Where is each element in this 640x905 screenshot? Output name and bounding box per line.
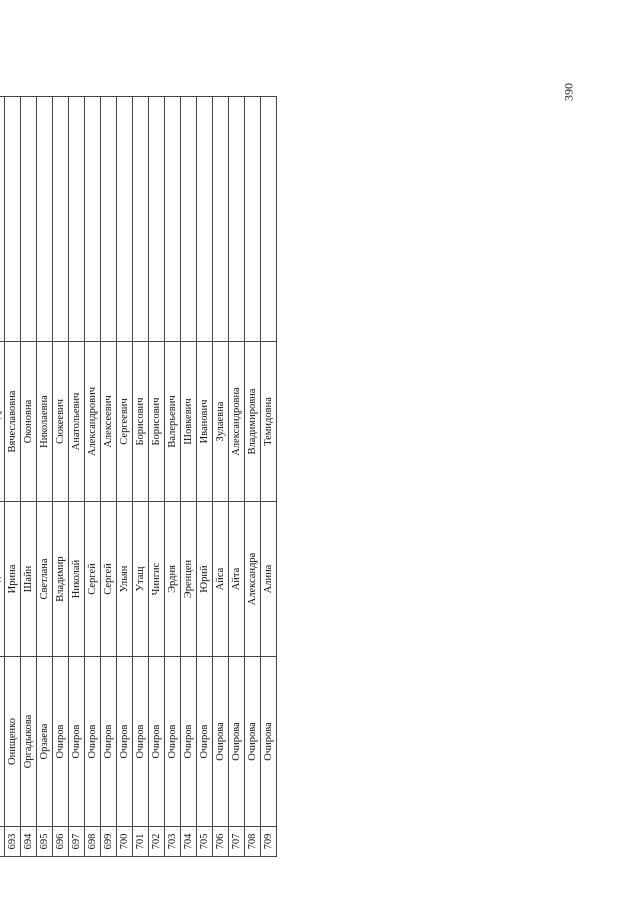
row-number-cell: 695 [37,827,53,857]
patronymic-cell: Алексеевич [101,342,117,502]
row-number-cell: 697 [69,827,85,857]
first-name-cell: Светлана [37,502,53,657]
patronymic-cell: Темидовна [261,342,277,502]
row-number-cell: 694 [21,827,37,857]
first-name-cell: Утащ [133,502,149,657]
empty-cell [149,97,165,342]
surname-cell: Очиров [85,657,101,827]
first-name-cell: Сергей [85,502,101,657]
first-name-cell: Алина [261,502,277,657]
row-number-cell: 699 [101,827,117,857]
patronymic-cell: Александрович [85,342,101,502]
register-table-body [0,97,277,857]
table-row [21,97,37,857]
row-number-cell: 696 [53,827,69,857]
empty-cell [245,97,261,342]
patronymic-cell: Вячеславовна [5,342,21,502]
rotated-table-wrapper [0,97,272,857]
patronymic-cell: Владимировна [245,342,261,502]
empty-cell [213,97,229,342]
surname-cell: Очиров [117,657,133,827]
surname-cell: Очиров [133,657,149,827]
patronymic-cell: Оконовна [21,342,37,502]
page-number: 390 [561,83,576,101]
row-number-cell: 693 [5,827,21,857]
surname-cell: Очиров [197,657,213,827]
patronymic-cell: Борисович [149,342,165,502]
surname-cell: Очиров [181,657,197,827]
patronymic-cell: Зулаевна [213,342,229,502]
table-row [53,97,69,857]
first-name-cell: Владимир [53,502,69,657]
first-name-cell: Сергей [101,502,117,657]
document-page [6,97,556,857]
empty-cell [165,97,181,342]
surname-cell: Онищенко [5,657,21,827]
table-row [213,97,229,857]
row-number-cell: 700 [117,827,133,857]
surname-cell: Очиров [149,657,165,827]
patronymic-cell: Борисович [133,342,149,502]
surname-cell: Очиров [69,657,85,827]
first-name-cell: Айса [213,502,229,657]
empty-cell [117,97,133,342]
patronymic-cell: Анатольевич [69,342,85,502]
empty-cell [181,97,197,342]
patronymic-cell: Шовкевич [181,342,197,502]
surname-cell: Очиров [53,657,69,827]
row-number-cell: 704 [181,827,197,857]
row-number-cell: 698 [85,827,101,857]
patronymic-cell: Иванович [197,342,213,502]
row-number-cell: 707 [229,827,245,857]
table-row [101,97,117,857]
row-number-cell: 703 [165,827,181,857]
patronymic-cell: Сюкеевич [53,342,69,502]
table-row [245,97,261,857]
empty-cell [69,97,85,342]
empty-cell [53,97,69,342]
table-row [37,97,53,857]
surname-cell: Очирова [261,657,277,827]
empty-cell [133,97,149,342]
surname-cell: Очирова [229,657,245,827]
patronymic-cell: Сергеевич [117,342,133,502]
first-name-cell: Эренцен [181,502,197,657]
row-number-cell: 706 [213,827,229,857]
first-name-cell: Николай [69,502,85,657]
row-number-cell: 701 [133,827,149,857]
empty-cell [85,97,101,342]
empty-cell [261,97,277,342]
empty-cell [101,97,117,342]
empty-cell [37,97,53,342]
table-row [69,97,85,857]
patronymic-cell: Валерьевич [165,342,181,502]
first-name-cell: Шайн [21,502,37,657]
register-table [0,96,277,857]
surname-cell: Очиров [101,657,117,827]
surname-cell: Очиров [165,657,181,827]
first-name-cell: Ирина [5,502,21,657]
first-name-cell: Юрий [197,502,213,657]
table-row [5,97,21,857]
row-number-cell: 709 [261,827,277,857]
table-row [197,97,213,857]
patronymic-cell: Александровна [229,342,245,502]
row-number-cell: 705 [197,827,213,857]
table-row [149,97,165,857]
table-row [165,97,181,857]
table-row [117,97,133,857]
table-row [261,97,277,857]
first-name-cell: Айта [229,502,245,657]
row-number-cell: 708 [245,827,261,857]
first-name-cell: Чингис [149,502,165,657]
surname-cell: Очирова [245,657,261,827]
first-name-cell: Эрдня [165,502,181,657]
surname-cell: Орзаева [37,657,53,827]
empty-cell [197,97,213,342]
first-name-cell: Александра [245,502,261,657]
surname-cell: Оргадыкова [21,657,37,827]
row-number-cell: 702 [149,827,165,857]
empty-cell [21,97,37,342]
patronymic-cell: Николаевна [37,342,53,502]
table-row [181,97,197,857]
first-name-cell: Ульян [117,502,133,657]
table-row [229,97,245,857]
table-row [85,97,101,857]
table-row [133,97,149,857]
empty-cell [229,97,245,342]
surname-cell: Очирова [213,657,229,827]
empty-cell [5,97,21,342]
